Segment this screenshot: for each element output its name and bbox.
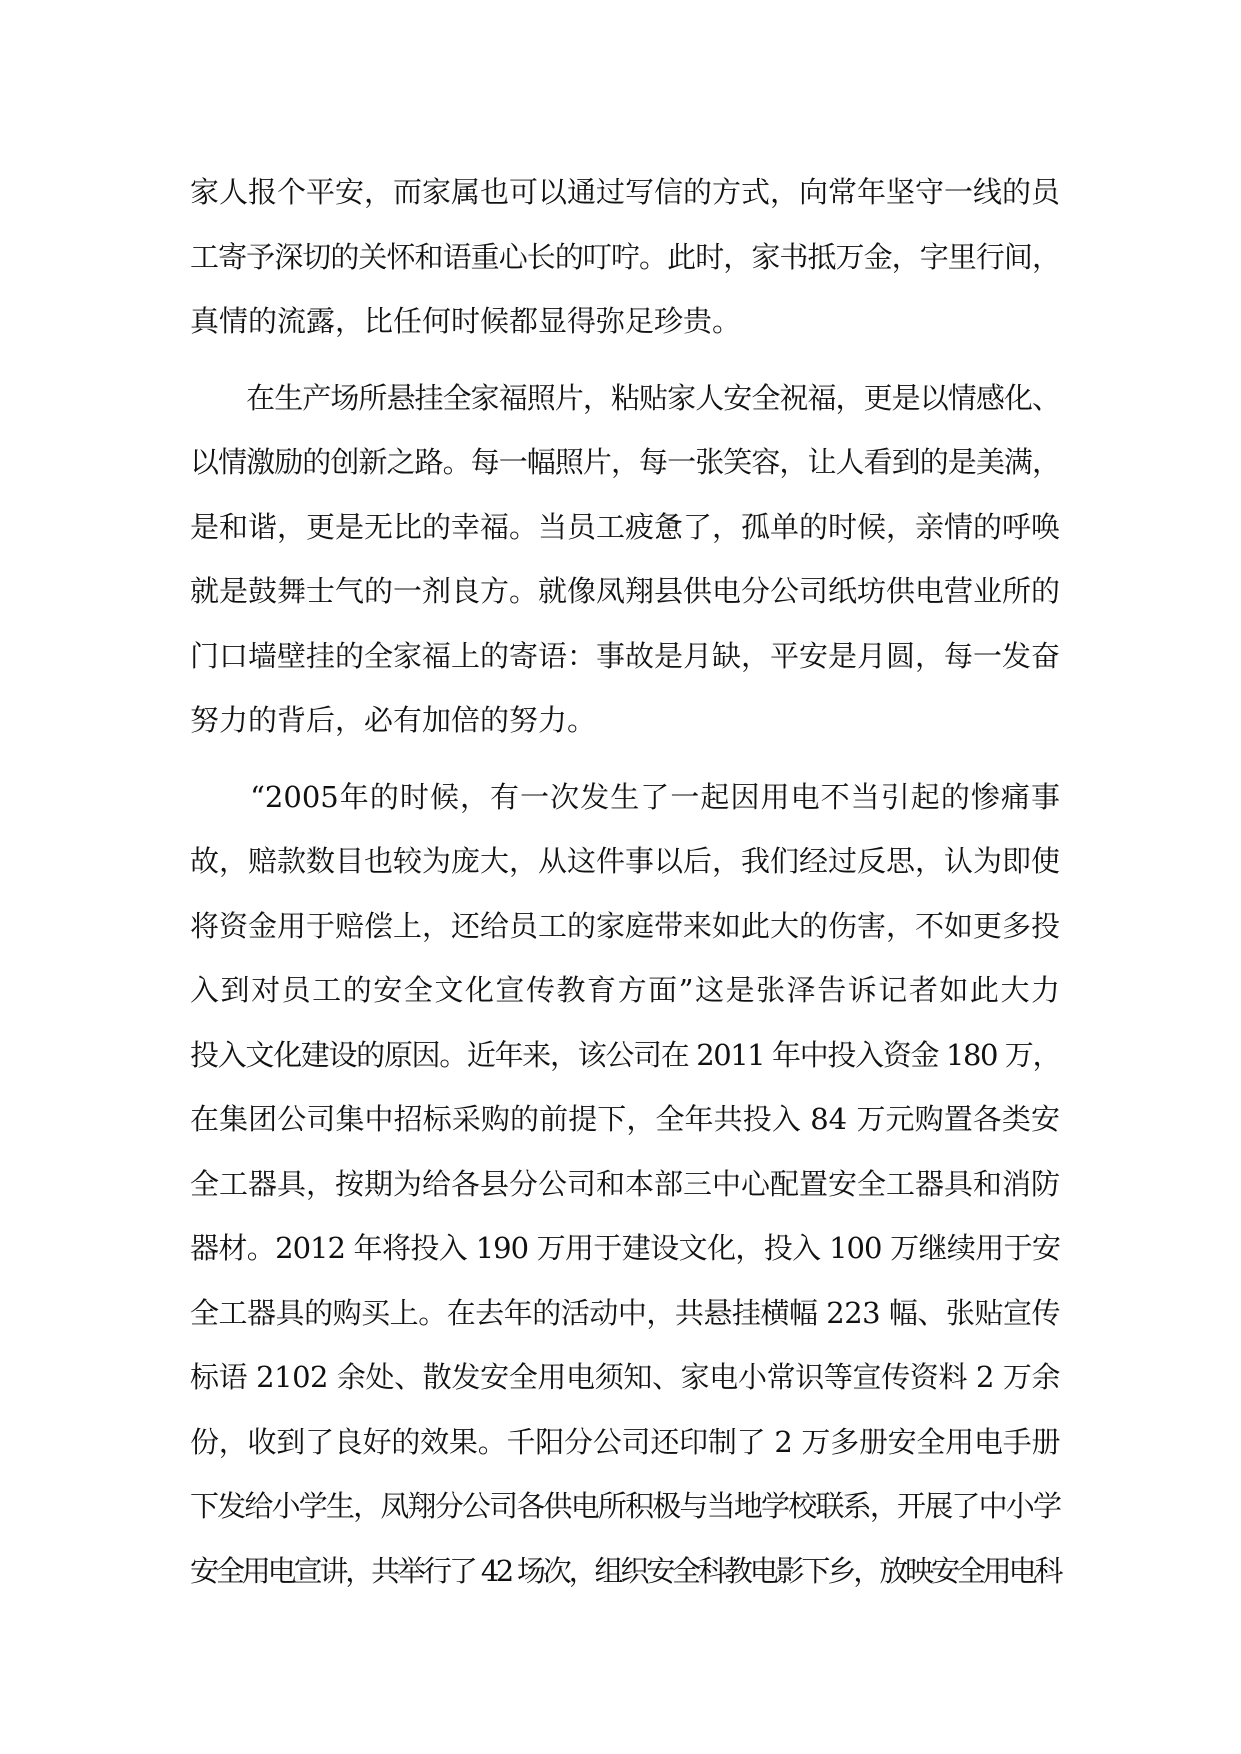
text-line: 全工器具，按期为给各县分公司和本部三中心配置安全工器具和消防: [190, 1166, 1061, 1201]
text-line: 以情激励的创新之路。每一幅照片，每一张笑容，让人看到的是美满，: [190, 445, 1060, 479]
text-line: 入到对员工的安全文化宣传教育方面”这是张泽告诉记者如此大力: [190, 973, 1060, 1007]
paragraph: [190, 366, 1060, 753]
text-line: 器材。2012 年将投入 190 万用于建设文化，投入 100 万继续用于安: [190, 1231, 1060, 1265]
text-line: “2005年的时候，有一次发生了一起因用电不当引起的惨痛事: [190, 779, 1060, 814]
text-line: 全工器具的购买上。在去年的活动中，共悬挂横幅 223 幅、张贴宣传: [190, 1295, 1060, 1330]
text-line: 工寄予深切的关怀和语重心长的叮咛。此时，家书抵万金，字里行间，: [190, 239, 1060, 274]
text-line: 是和谐，更是无比的幸福。当员工疲惫了，孤单的时候，亲情的呼唤: [190, 509, 1061, 544]
text-line: 门口墙壁挂的全家福上的寄语：事故是月缺，平安是月圆，每一发奋: [190, 638, 1061, 673]
text-line: 份，收到了良好的效果。千阳分公司还印制了 2 万多册安全用电手册: [190, 1424, 1060, 1459]
text-line: 标语 2102 余处、散发安全用电须知、家电小常识等宣传资料 2 万余: [190, 1360, 1060, 1394]
text-line: 就是鼓舞士气的一剂良方。就像凤翔县供电分公司纸坊供电营业所的: [190, 574, 1061, 608]
paragraph-gap: [190, 354, 1060, 366]
paragraph: [190, 160, 1060, 354]
text-line: 下发给小学生，凤翔分公司各供电所积极与当地学校联系，开展了中小学: [190, 1489, 1060, 1523]
text-line: 在生产场所悬挂全家福照片，粘贴家人安全祝福，更是以情感化、: [190, 380, 1060, 415]
text-line: 将资金用于赔偿上，还给员工的家庭带来如此大的伤害，不如更多投: [190, 908, 1061, 943]
text-line: 故，赔款数目也较为庞大，从这件事以后，我们经过反思，认为即使: [190, 844, 1061, 878]
paragraph: [190, 765, 1060, 1604]
text-line: 投入文化建设的原因。近年来，该公司在 2011 年中投入资金 180 万，: [190, 1037, 1060, 1072]
paragraph-gap: [190, 753, 1060, 765]
body-text: [190, 160, 1060, 1603]
text-line: 在集团公司集中招标采购的前提下，全年共投入 84 万元购置各类安: [190, 1102, 1060, 1136]
text-line: 安全用电宣讲，共举行了 42 场次，组织安全科教电影下乡，放映安全用电科: [190, 1553, 1060, 1588]
text-line: 努力的背后，必有加倍的努力。: [190, 703, 597, 737]
text-line: 真情的流露，比任何时候都显得弥足珍贵。: [190, 304, 742, 338]
text-line: 家人报个平安，而家属也可以通过写信的方式，向常年坚守一线的员: [190, 175, 1061, 209]
